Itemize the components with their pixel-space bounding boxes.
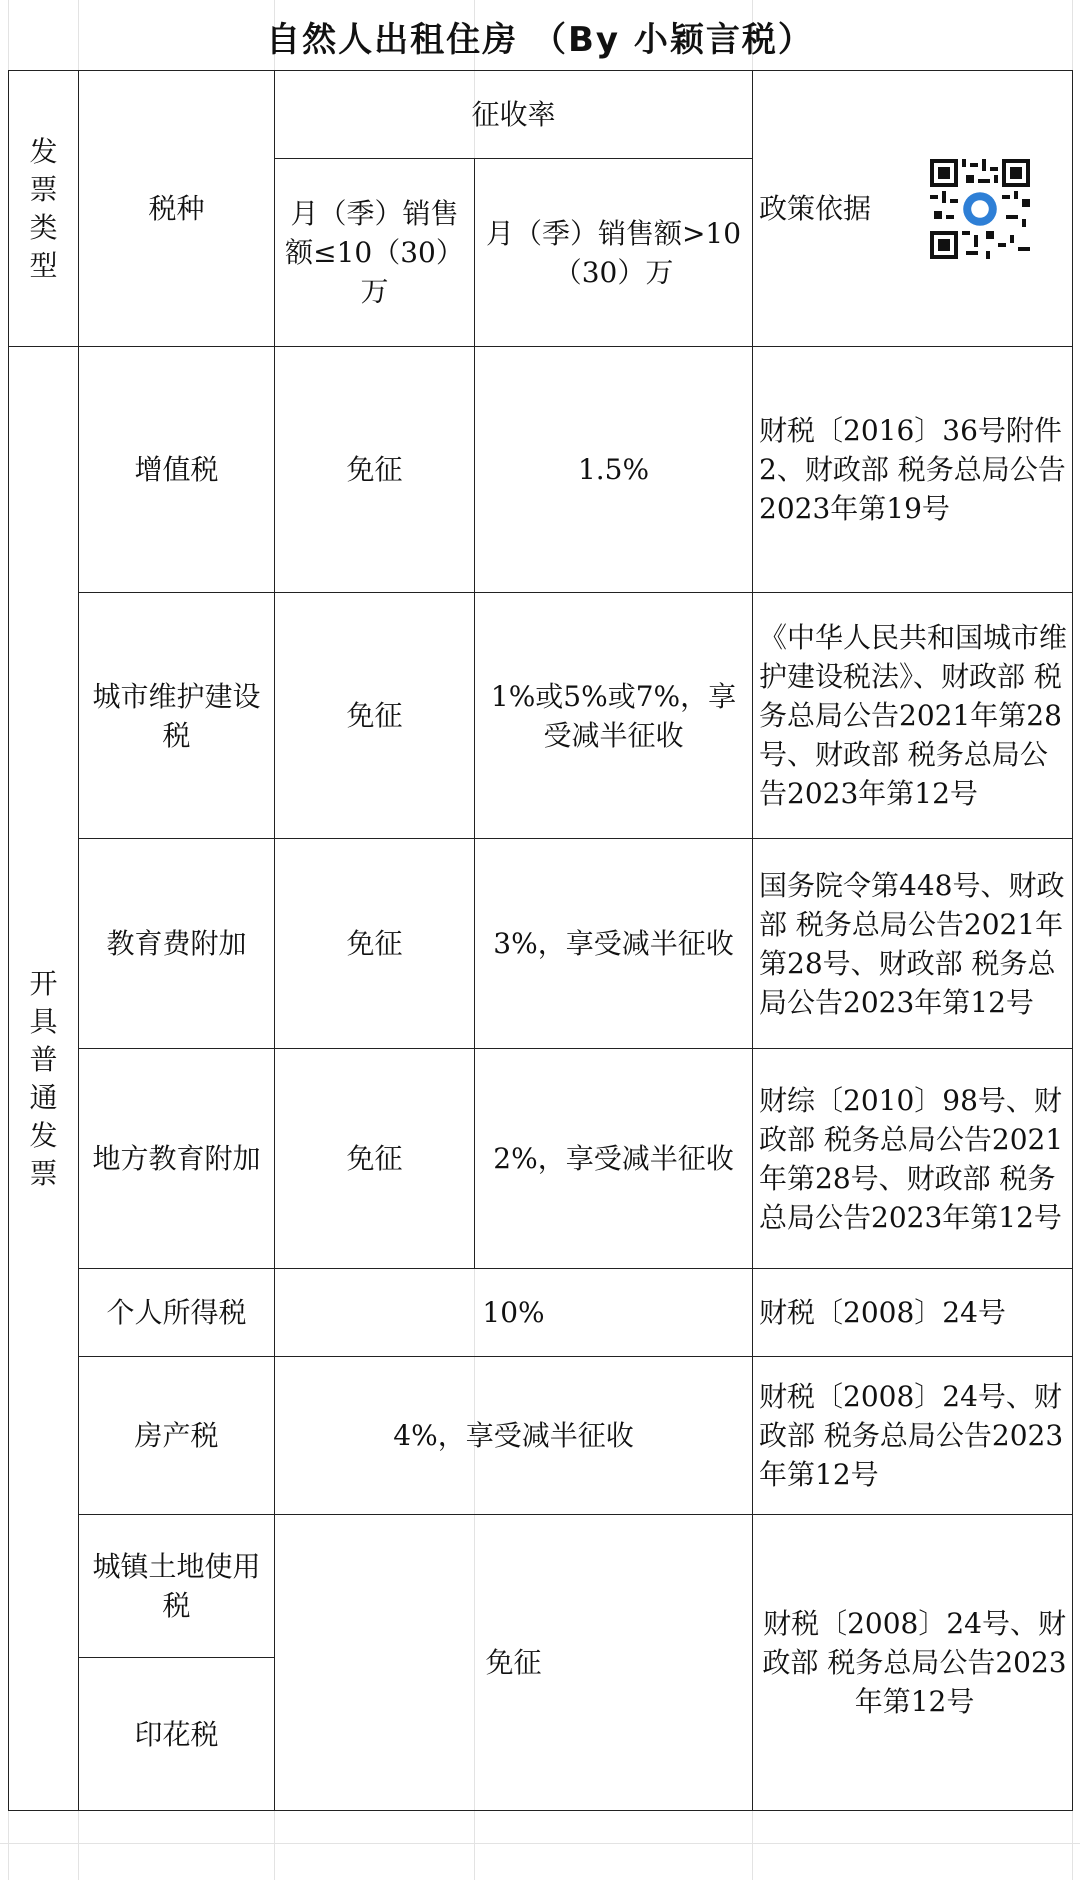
tax-name: 教育费附加 xyxy=(79,839,275,1049)
page-title: 自然人出租住房 （By 小颖言税） xyxy=(266,20,814,60)
rate-low: 免征 xyxy=(275,347,475,593)
rate-low-header: 月（季）销售额≤10（30）万 xyxy=(275,159,475,347)
policy-text: 财税〔2008〕24号、财政部 税务总局公告2023年第12号 xyxy=(753,1357,1073,1515)
rate-low: 免征 xyxy=(275,839,475,1049)
policy-header-cell xyxy=(753,71,1073,347)
policy-text: 财税〔2016〕36号附件2、财政部 税务总局公告2023年第19号 xyxy=(753,347,1073,593)
table-row xyxy=(9,1515,1073,1658)
table-row xyxy=(9,839,1073,1049)
rate-high: 1.5% xyxy=(475,347,753,593)
rate-high: 3%，享受减半征收 xyxy=(475,839,753,1049)
rate-header: 征收率 xyxy=(275,71,753,159)
policy-text: 国务院令第448号、财政部 税务总局公告2021年第28号、财政部 税务总局公告2023年第12号 xyxy=(753,839,1073,1049)
tax-name: 城镇土地使用税 xyxy=(79,1515,275,1658)
invoice-type-header xyxy=(9,71,79,347)
tax-name: 印花税 xyxy=(79,1658,275,1811)
tax-name: 城市维护建设税 xyxy=(79,593,275,839)
policy-text: 财综〔2010〕98号、财政部 税务总局公告2021年第28号、财政部 税务总局公告2023年第12号 xyxy=(753,1049,1073,1269)
tax-name: 地方教育附加 xyxy=(79,1049,275,1269)
rate-merged: 10% xyxy=(275,1269,753,1357)
invoice-group-cell xyxy=(9,347,79,1811)
table-row xyxy=(9,347,1073,593)
tax-kind-header: 税种 xyxy=(79,71,275,347)
table-row xyxy=(9,593,1073,839)
header-row xyxy=(9,71,1073,159)
table-row xyxy=(9,1049,1073,1269)
policy-text: 《中华人民共和国城市维护建设税法》、财政部 税务总局公告2021年第28号、财政部 税务总局公告2023年第12号 xyxy=(753,593,1073,839)
table-row xyxy=(9,1357,1073,1515)
rate-low: 免征 xyxy=(275,1049,475,1269)
qr-code-icon xyxy=(930,159,1030,259)
policy-text: 财税〔2008〕24号 xyxy=(753,1269,1073,1357)
rate-merged: 4%，享受减半征收 xyxy=(275,1357,753,1515)
rate-high: 2%，享受减半征收 xyxy=(475,1049,753,1269)
rate-low: 免征 xyxy=(275,593,475,839)
tax-name: 增值税 xyxy=(79,347,275,593)
tax-table xyxy=(8,70,1073,1811)
policy-header: 政策依据 xyxy=(759,192,872,225)
invoice-type-label: 发票类型 xyxy=(29,134,58,282)
gridline xyxy=(0,1843,1080,1844)
rate-high: 1%或5%或7%，享受减半征收 xyxy=(475,593,753,839)
rate-high-header: 月（季）销售额>10（30）万 xyxy=(475,159,753,347)
rate-merged: 免征 xyxy=(275,1515,753,1811)
policy-text: 财税〔2008〕24号、财政部 税务总局公告2023年第12号 xyxy=(753,1515,1073,1811)
invoice-group-label: 开具普通发票 xyxy=(29,966,58,1190)
table-row xyxy=(9,1269,1073,1357)
tax-name: 房产税 xyxy=(79,1357,275,1515)
tax-name: 个人所得税 xyxy=(79,1269,275,1357)
